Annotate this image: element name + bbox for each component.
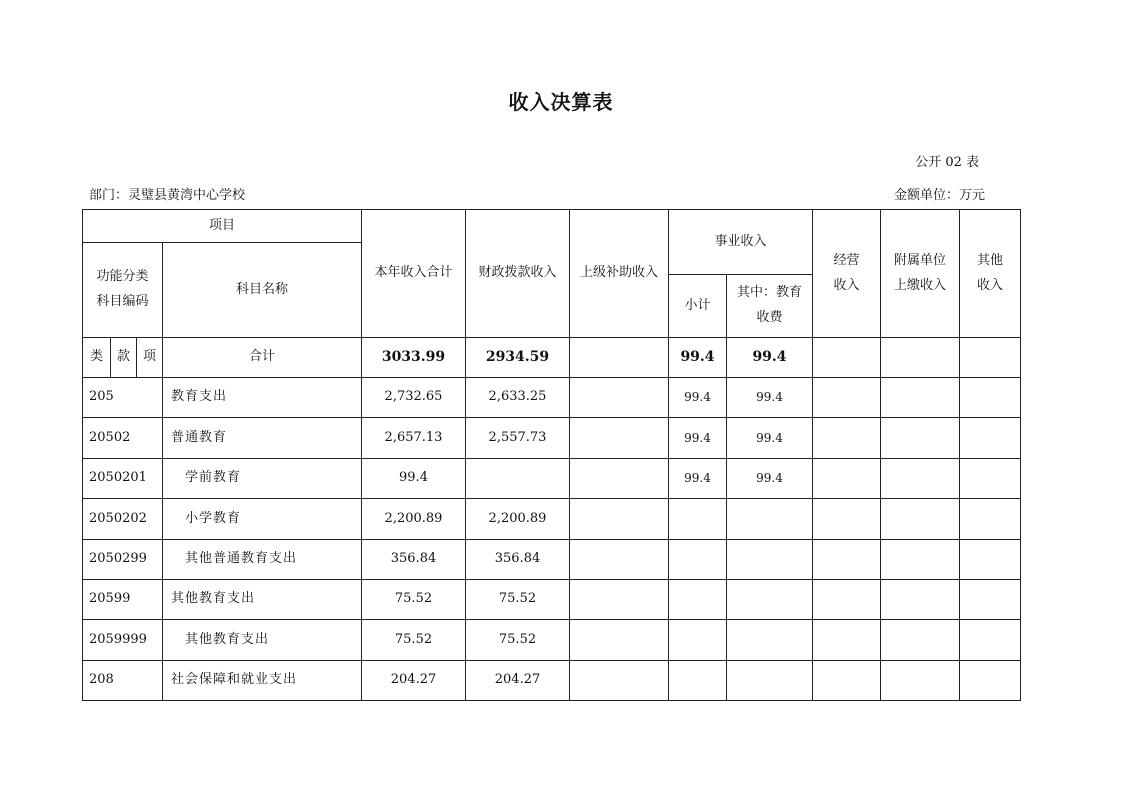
row-code: 20599: [83, 580, 163, 620]
header-edu-fee: 其中：教育 收费: [727, 275, 813, 338]
total-row-affiliated: [881, 338, 960, 378]
row-subtotal: 99.4: [669, 378, 727, 418]
row-total: 2,732.65: [362, 378, 466, 418]
row-fiscal: 356.84: [466, 540, 570, 580]
row-edu-fee: 99.4: [727, 378, 813, 418]
row-code: 205: [83, 378, 163, 418]
row-total: 99.4: [362, 459, 466, 499]
row-edu-fee: 99.4: [727, 418, 813, 459]
header-func-code: 功能分类 科目编码: [83, 243, 163, 338]
row-other: [960, 580, 1021, 620]
row-superior: [570, 418, 669, 459]
row-subtotal: [669, 620, 727, 661]
row-fiscal: 2,633.25: [466, 378, 570, 418]
row-affiliated: [881, 418, 960, 459]
page-title: 收入决算表: [508, 90, 614, 114]
row-name: 小学教育: [163, 499, 362, 540]
row-operating: [813, 661, 881, 701]
department-label: 部门：灵璧县黄湾中心学校: [89, 188, 246, 203]
row-fiscal: [466, 459, 570, 499]
row-superior: [570, 580, 669, 620]
table-header: [83, 210, 1021, 378]
row-code: 2050201: [83, 459, 163, 499]
table-row: [83, 580, 1021, 620]
row-operating: [813, 459, 881, 499]
row-fiscal: 2,200.89: [466, 499, 570, 540]
row-edu-fee: [727, 540, 813, 580]
header-subject-name: 科目名称: [163, 243, 362, 338]
total-row-operating: [813, 338, 881, 378]
total-row-total: 3033.99: [362, 338, 466, 378]
header-lei: 类: [83, 338, 111, 378]
header-affiliated: 附属单位 上缴收入: [881, 210, 960, 338]
row-edu-fee: [727, 580, 813, 620]
row-other: [960, 378, 1021, 418]
header-operating: 经营 收入: [813, 210, 881, 338]
row-affiliated: [881, 580, 960, 620]
row-affiliated: [881, 499, 960, 540]
row-affiliated: [881, 459, 960, 499]
table-row: [83, 459, 1021, 499]
row-subtotal: 99.4: [669, 418, 727, 459]
row-subtotal: 99.4: [669, 459, 727, 499]
row-total: 2,200.89: [362, 499, 466, 540]
header-item: 项目: [83, 210, 362, 243]
header-other: 其他 收入: [960, 210, 1021, 338]
row-name: 学前教育: [163, 459, 362, 499]
total-row-label: 合计: [163, 338, 362, 378]
total-row-edu-fee: 99.4: [727, 338, 813, 378]
row-total: 204.27: [362, 661, 466, 701]
row-total: 2,657.13: [362, 418, 466, 459]
amount-unit-label: 金额单位：万元: [893, 188, 985, 203]
row-superior: [570, 499, 669, 540]
row-operating: [813, 378, 881, 418]
income-table: [82, 209, 1021, 701]
row-edu-fee: [727, 661, 813, 701]
row-operating: [813, 418, 881, 459]
row-operating: [813, 540, 881, 580]
row-total: 75.52: [362, 580, 466, 620]
row-superior: [570, 540, 669, 580]
row-superior: [570, 620, 669, 661]
row-operating: [813, 499, 881, 540]
row-total: 75.52: [362, 620, 466, 661]
table-body: [83, 378, 1021, 701]
header-business: 事业收入: [669, 210, 813, 275]
row-operating: [813, 580, 881, 620]
header-fiscal: 财政拨款收入: [466, 210, 570, 338]
row-fiscal: 2,557.73: [466, 418, 570, 459]
row-edu-fee: [727, 499, 813, 540]
header-kuan: 款: [111, 338, 137, 378]
row-subtotal: [669, 540, 727, 580]
row-edu-fee: 99.4: [727, 459, 813, 499]
row-edu-fee: [727, 620, 813, 661]
total-row-subtotal: 99.4: [669, 338, 727, 378]
row-code: 2059999: [83, 620, 163, 661]
header-superior: 上级补助收入: [570, 210, 669, 338]
table-row: [83, 418, 1021, 459]
row-fiscal: 75.52: [466, 620, 570, 661]
row-total: 356.84: [362, 540, 466, 580]
row-subtotal: [669, 580, 727, 620]
header-xiang: 项: [137, 338, 163, 378]
row-code: 20502: [83, 418, 163, 459]
row-other: [960, 418, 1021, 459]
row-name: 教育支出: [163, 378, 362, 418]
row-code: 2050299: [83, 540, 163, 580]
row-subtotal: [669, 661, 727, 701]
row-affiliated: [881, 540, 960, 580]
row-superior: [570, 378, 669, 418]
row-other: [960, 620, 1021, 661]
row-name: 社会保障和就业支出: [163, 661, 362, 701]
row-superior: [570, 661, 669, 701]
row-fiscal: 204.27: [466, 661, 570, 701]
row-other: [960, 459, 1021, 499]
row-operating: [813, 620, 881, 661]
row-name: 普通教育: [163, 418, 362, 459]
table-row: [83, 378, 1021, 418]
row-name: 其他普通教育支出: [163, 540, 362, 580]
table-row: [83, 499, 1021, 540]
form-number: 公开 02 表: [915, 155, 979, 170]
row-fiscal: 75.52: [466, 580, 570, 620]
row-other: [960, 661, 1021, 701]
row-code: 208: [83, 661, 163, 701]
header-subtotal: 小计: [669, 275, 727, 338]
row-affiliated: [881, 620, 960, 661]
header-total: 本年收入合计: [362, 210, 466, 338]
row-other: [960, 499, 1021, 540]
row-code: 2050202: [83, 499, 163, 540]
row-other: [960, 540, 1021, 580]
total-row-superior: [570, 338, 669, 378]
table-row: [83, 661, 1021, 701]
row-name: 其他教育支出: [163, 580, 362, 620]
row-name: 其他教育支出: [163, 620, 362, 661]
table-row: [83, 620, 1021, 661]
total-row-fiscal: 2934.59: [466, 338, 570, 378]
table-row: [83, 540, 1021, 580]
total-row-other: [960, 338, 1021, 378]
row-subtotal: [669, 499, 727, 540]
row-superior: [570, 459, 669, 499]
row-affiliated: [881, 661, 960, 701]
row-affiliated: [881, 378, 960, 418]
